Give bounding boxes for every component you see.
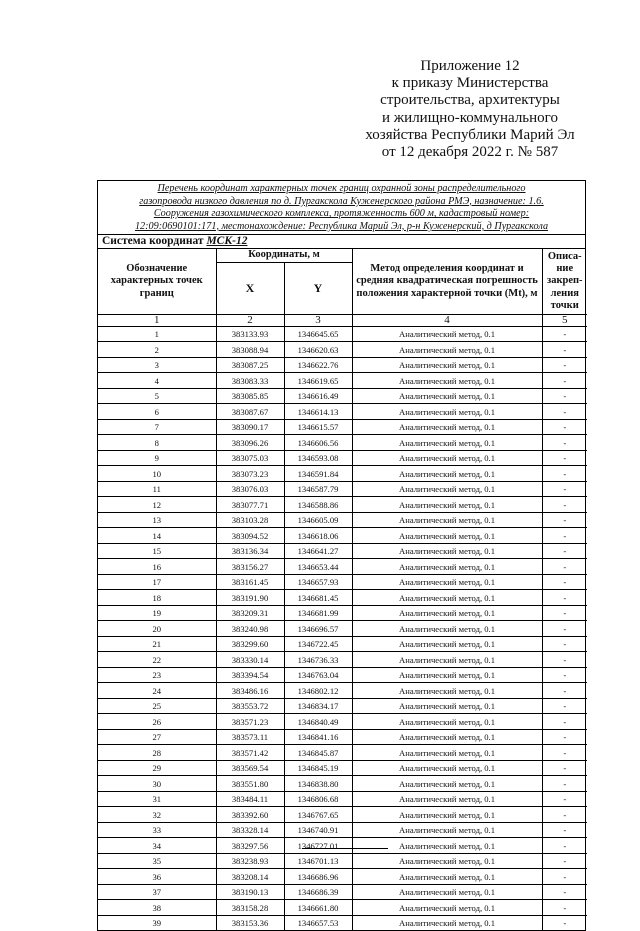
point-number: 21 <box>98 636 216 652</box>
fixing-description: - <box>542 760 587 776</box>
table-row <box>98 667 587 683</box>
fixing-description: - <box>542 435 587 451</box>
table-row <box>98 636 587 652</box>
point-number: 19 <box>98 605 216 621</box>
col-coords-header: Координаты, м <box>216 249 352 262</box>
method: Аналитический метод, 0.1 <box>352 745 542 761</box>
coord-x: 383075.03 <box>216 450 284 466</box>
table-row <box>98 574 587 590</box>
coord-y: 1346615.57 <box>284 419 352 435</box>
coord-y: 1346681.99 <box>284 605 352 621</box>
coord-y: 1346618.06 <box>284 528 352 544</box>
coord-y: 1346763.04 <box>284 667 352 683</box>
coord-y: 1346588.86 <box>284 497 352 513</box>
fixing-description: - <box>542 636 587 652</box>
table-row <box>98 605 587 621</box>
coord-y: 1346622.76 <box>284 357 352 373</box>
coord-x: 383394.54 <box>216 667 284 683</box>
method: Аналитический метод, 0.1 <box>352 466 542 482</box>
header-line: и жилищно-коммунального <box>382 109 558 126</box>
point-number: 27 <box>98 729 216 745</box>
table-row <box>98 481 587 497</box>
method: Аналитический метод, 0.1 <box>352 605 542 621</box>
coord-x: 383158.28 <box>216 900 284 916</box>
fixing-description: - <box>542 791 587 807</box>
point-number: 35 <box>98 853 216 869</box>
method: Аналитический метод, 0.1 <box>352 543 542 559</box>
method: Аналитический метод, 0.1 <box>352 481 542 497</box>
fixing-description: - <box>542 605 587 621</box>
fixing-description: - <box>542 357 587 373</box>
fixing-description: - <box>542 621 587 637</box>
coord-y: 1346681.45 <box>284 590 352 606</box>
coord-y: 1346740.91 <box>284 822 352 838</box>
table-row <box>98 528 587 544</box>
method: Аналитический метод, 0.1 <box>352 884 542 900</box>
coordinates-table-frame <box>97 180 586 931</box>
point-number: 6 <box>98 404 216 420</box>
coord-x: 383076.03 <box>216 481 284 497</box>
method: Аналитический метод, 0.1 <box>352 621 542 637</box>
col-method-header: Метод определения координат и средняя квадратическая погрешность положения характерной точки (Mt), м <box>352 249 542 314</box>
table-row <box>98 559 587 575</box>
method: Аналитический метод, 0.1 <box>352 450 542 466</box>
method: Аналитический метод, 0.1 <box>352 636 542 652</box>
fixing-description: - <box>542 745 587 761</box>
fixing-description: - <box>542 497 587 513</box>
fixing-description: - <box>542 853 587 869</box>
table-row <box>98 745 587 761</box>
col-desc-header: Описа-ние закреп-ления точки <box>542 249 587 314</box>
coord-x: 383087.25 <box>216 357 284 373</box>
table-row <box>98 497 587 513</box>
coord-x: 383153.36 <box>216 915 284 930</box>
coord-x: 383238.93 <box>216 853 284 869</box>
coord-y: 1346616.49 <box>284 388 352 404</box>
column-number: 3 <box>284 314 352 326</box>
method: Аналитический метод, 0.1 <box>352 760 542 776</box>
coord-x: 383077.71 <box>216 497 284 513</box>
method: Аналитический метод, 0.1 <box>352 326 542 342</box>
coord-y: 1346614.13 <box>284 404 352 420</box>
coord-y: 1346834.17 <box>284 698 352 714</box>
column-number: 5 <box>542 314 587 326</box>
coord-y: 1346661.80 <box>284 900 352 916</box>
coord-y: 1346605.09 <box>284 512 352 528</box>
fixing-description: - <box>542 481 587 497</box>
point-number: 23 <box>98 667 216 683</box>
header-line: хозяйства Республики Марий Эл <box>365 126 575 143</box>
table-row <box>98 884 587 900</box>
fixing-description: - <box>542 915 587 930</box>
coord-y: 1346802.12 <box>284 683 352 699</box>
fixing-description: - <box>542 373 587 389</box>
coord-x: 383569.54 <box>216 760 284 776</box>
coord-x: 383190.13 <box>216 884 284 900</box>
point-number: 16 <box>98 559 216 575</box>
coordinate-system <box>98 235 585 249</box>
point-number: 20 <box>98 621 216 637</box>
table-row <box>98 357 587 373</box>
fixing-description: - <box>542 466 587 482</box>
table-body <box>98 326 587 930</box>
coord-x: 383103.28 <box>216 512 284 528</box>
coord-y: 1346727.01 <box>284 838 352 854</box>
coord-y: 1346619.65 <box>284 373 352 389</box>
method: Аналитический метод, 0.1 <box>352 667 542 683</box>
point-number: 14 <box>98 528 216 544</box>
table-row <box>98 822 587 838</box>
coord-y: 1346587.79 <box>284 481 352 497</box>
point-number: 33 <box>98 822 216 838</box>
point-number: 39 <box>98 915 216 930</box>
coord-y: 1346736.33 <box>284 652 352 668</box>
point-number: 31 <box>98 791 216 807</box>
point-number: 11 <box>98 481 216 497</box>
fixing-description: - <box>542 869 587 885</box>
title-line: 12:09:0690101:171, местонахождение: Республика Марий Эл, р-н Куженерский, д Пургакскола <box>134 220 549 232</box>
point-number: 12 <box>98 497 216 513</box>
fixing-description: - <box>542 450 587 466</box>
coord-x: 383551.80 <box>216 776 284 792</box>
fixing-description: - <box>542 574 587 590</box>
point-number: 18 <box>98 590 216 606</box>
method: Аналитический метод, 0.1 <box>352 853 542 869</box>
coord-y: 1346620.63 <box>284 342 352 358</box>
point-number: 13 <box>98 512 216 528</box>
col-designation-header: Обозначение характерных точек границ <box>98 249 216 314</box>
method: Аналитический метод, 0.1 <box>352 357 542 373</box>
point-number: 1 <box>98 326 216 342</box>
coord-x: 383486.16 <box>216 683 284 699</box>
point-number: 36 <box>98 869 216 885</box>
method: Аналитический метод, 0.1 <box>352 497 542 513</box>
table-row <box>98 404 587 420</box>
coord-x: 383553.72 <box>216 698 284 714</box>
table-row <box>98 435 587 451</box>
point-number: 25 <box>98 698 216 714</box>
method: Аналитический метод, 0.1 <box>352 373 542 389</box>
table-row <box>98 838 587 854</box>
coord-y: 1346841.16 <box>284 729 352 745</box>
coord-x: 383087.67 <box>216 404 284 420</box>
method: Аналитический метод, 0.1 <box>352 683 542 699</box>
method: Аналитический метод, 0.1 <box>352 838 542 854</box>
method: Аналитический метод, 0.1 <box>352 528 542 544</box>
coord-x: 383297.56 <box>216 838 284 854</box>
coordinate-system-label: Система координат <box>102 235 204 248</box>
coord-x: 383073.23 <box>216 466 284 482</box>
table-row <box>98 714 587 730</box>
method: Аналитический метод, 0.1 <box>352 807 542 823</box>
method: Аналитический метод, 0.1 <box>352 590 542 606</box>
point-number: 22 <box>98 652 216 668</box>
method: Аналитический метод, 0.1 <box>352 435 542 451</box>
coord-x: 383094.52 <box>216 528 284 544</box>
header-line: строительства, архитектуры <box>380 92 560 109</box>
title-line: Сооружения газохимического комплекса, протяженность 600 м, кадастровый номер: <box>153 208 530 220</box>
coord-x: 383161.45 <box>216 574 284 590</box>
coord-x: 383133.93 <box>216 326 284 342</box>
coord-x: 383240.98 <box>216 621 284 637</box>
method: Аналитический метод, 0.1 <box>352 388 542 404</box>
coord-x: 383136.34 <box>216 543 284 559</box>
coord-y: 1346591.84 <box>284 466 352 482</box>
table-row <box>98 373 587 389</box>
fixing-description: - <box>542 528 587 544</box>
point-number: 3 <box>98 357 216 373</box>
point-number: 32 <box>98 807 216 823</box>
table-row <box>98 342 587 358</box>
coord-x: 383392.60 <box>216 807 284 823</box>
coord-x: 383328.14 <box>216 822 284 838</box>
col-y-header: Y <box>284 262 352 314</box>
table-title <box>98 181 585 235</box>
table-row <box>98 652 587 668</box>
fixing-description: - <box>542 807 587 823</box>
table-row <box>98 590 587 606</box>
point-number: 26 <box>98 714 216 730</box>
coord-x: 383156.27 <box>216 559 284 575</box>
method: Аналитический метод, 0.1 <box>352 791 542 807</box>
point-number: 38 <box>98 900 216 916</box>
coord-x: 383571.23 <box>216 714 284 730</box>
coord-y: 1346838.80 <box>284 776 352 792</box>
point-number: 24 <box>98 683 216 699</box>
coord-x: 383090.17 <box>216 419 284 435</box>
coord-y: 1346653.44 <box>284 559 352 575</box>
coord-x: 383299.60 <box>216 636 284 652</box>
method: Аналитический метод, 0.1 <box>352 698 542 714</box>
fixing-description: - <box>542 683 587 699</box>
table-row <box>98 791 587 807</box>
table-row <box>98 729 587 745</box>
coord-x: 383083.33 <box>216 373 284 389</box>
column-numbers-row <box>98 314 587 326</box>
table-row <box>98 621 587 637</box>
table-row <box>98 543 587 559</box>
table-row <box>98 698 587 714</box>
point-number: 10 <box>98 466 216 482</box>
coordinate-system-value: МСК-12 <box>206 235 248 248</box>
coord-x: 383484.11 <box>216 791 284 807</box>
fixing-description: - <box>542 652 587 668</box>
point-number: 7 <box>98 419 216 435</box>
fixing-description: - <box>542 884 587 900</box>
appendix-header <box>340 58 600 161</box>
coordinates-table <box>98 249 587 930</box>
method: Аналитический метод, 0.1 <box>352 574 542 590</box>
method: Аналитический метод, 0.1 <box>352 512 542 528</box>
table-row <box>98 853 587 869</box>
fixing-description: - <box>542 698 587 714</box>
coord-x: 383330.14 <box>216 652 284 668</box>
method: Аналитический метод, 0.1 <box>352 342 542 358</box>
fixing-description: - <box>542 900 587 916</box>
point-number: 37 <box>98 884 216 900</box>
point-number: 34 <box>98 838 216 854</box>
coord-y: 1346701.13 <box>284 853 352 869</box>
column-number: 2 <box>216 314 284 326</box>
fixing-description: - <box>542 838 587 854</box>
coord-x: 383085.85 <box>216 388 284 404</box>
table-row <box>98 326 587 342</box>
table-row <box>98 776 587 792</box>
title-line: газопровода низкого давления по д. Пургакскола Куженерского района РМЭ, назначение: 1.6. <box>139 195 544 207</box>
fixing-description: - <box>542 512 587 528</box>
coord-x: 383573.11 <box>216 729 284 745</box>
table-row <box>98 419 587 435</box>
header-line: к приказу Министерства <box>391 75 549 92</box>
method: Аналитический метод, 0.1 <box>352 714 542 730</box>
point-number: 2 <box>98 342 216 358</box>
coord-y: 1346686.39 <box>284 884 352 900</box>
coord-x: 383096.26 <box>216 435 284 451</box>
table-row <box>98 915 587 930</box>
point-number: 5 <box>98 388 216 404</box>
footer-divider <box>302 848 388 849</box>
method: Аналитический метод, 0.1 <box>352 729 542 745</box>
fixing-description: - <box>542 559 587 575</box>
fixing-description: - <box>542 342 587 358</box>
table-row <box>98 900 587 916</box>
column-number: 4 <box>352 314 542 326</box>
col-x-header: X <box>216 262 284 314</box>
point-number: 29 <box>98 760 216 776</box>
table-row <box>98 760 587 776</box>
table-row <box>98 466 587 482</box>
method: Аналитический метод, 0.1 <box>352 822 542 838</box>
fixing-description: - <box>542 822 587 838</box>
coord-x: 383209.31 <box>216 605 284 621</box>
point-number: 4 <box>98 373 216 389</box>
point-number: 28 <box>98 745 216 761</box>
point-number: 30 <box>98 776 216 792</box>
point-number: 9 <box>98 450 216 466</box>
method: Аналитический метод, 0.1 <box>352 776 542 792</box>
coord-y: 1346657.93 <box>284 574 352 590</box>
coord-y: 1346657.53 <box>284 915 352 930</box>
method: Аналитический метод, 0.1 <box>352 900 542 916</box>
fixing-description: - <box>542 776 587 792</box>
coord-y: 1346696.57 <box>284 621 352 637</box>
point-number: 15 <box>98 543 216 559</box>
fixing-description: - <box>542 667 587 683</box>
table-row <box>98 450 587 466</box>
fixing-description: - <box>542 714 587 730</box>
method: Аналитический метод, 0.1 <box>352 419 542 435</box>
header-line: от 12 декабря 2022 г. № 587 <box>381 144 559 161</box>
fixing-description: - <box>542 543 587 559</box>
coord-x: 383571.42 <box>216 745 284 761</box>
coord-y: 1346767.65 <box>284 807 352 823</box>
coord-y: 1346686.96 <box>284 869 352 885</box>
coord-y: 1346722.45 <box>284 636 352 652</box>
coord-y: 1346641.27 <box>284 543 352 559</box>
table-row <box>98 683 587 699</box>
fixing-description: - <box>542 729 587 745</box>
table-row <box>98 512 587 528</box>
coord-y: 1346845.19 <box>284 760 352 776</box>
header-line: Приложение 12 <box>420 58 520 74</box>
coord-y: 1346606.56 <box>284 435 352 451</box>
method: Аналитический метод, 0.1 <box>352 915 542 930</box>
method: Аналитический метод, 0.1 <box>352 404 542 420</box>
fixing-description: - <box>542 388 587 404</box>
point-number: 17 <box>98 574 216 590</box>
title-line: Перечень координат характерных точек границ охранной зоны распределительного <box>157 183 526 194</box>
fixing-description: - <box>542 404 587 420</box>
coord-x: 383088.94 <box>216 342 284 358</box>
fixing-description: - <box>542 590 587 606</box>
table-row <box>98 807 587 823</box>
fixing-description: - <box>542 419 587 435</box>
coord-x: 383208.14 <box>216 869 284 885</box>
method: Аналитический метод, 0.1 <box>352 559 542 575</box>
point-number: 8 <box>98 435 216 451</box>
table-row <box>98 388 587 404</box>
method: Аналитический метод, 0.1 <box>352 869 542 885</box>
coord-y: 1346845.87 <box>284 745 352 761</box>
coord-y: 1346645.65 <box>284 326 352 342</box>
column-number: 1 <box>98 314 216 326</box>
method: Аналитический метод, 0.1 <box>352 652 542 668</box>
coord-x: 383191.90 <box>216 590 284 606</box>
coord-y: 1346806.68 <box>284 791 352 807</box>
fixing-description: - <box>542 326 587 342</box>
coord-y: 1346840.49 <box>284 714 352 730</box>
table-row <box>98 869 587 885</box>
coord-y: 1346593.08 <box>284 450 352 466</box>
